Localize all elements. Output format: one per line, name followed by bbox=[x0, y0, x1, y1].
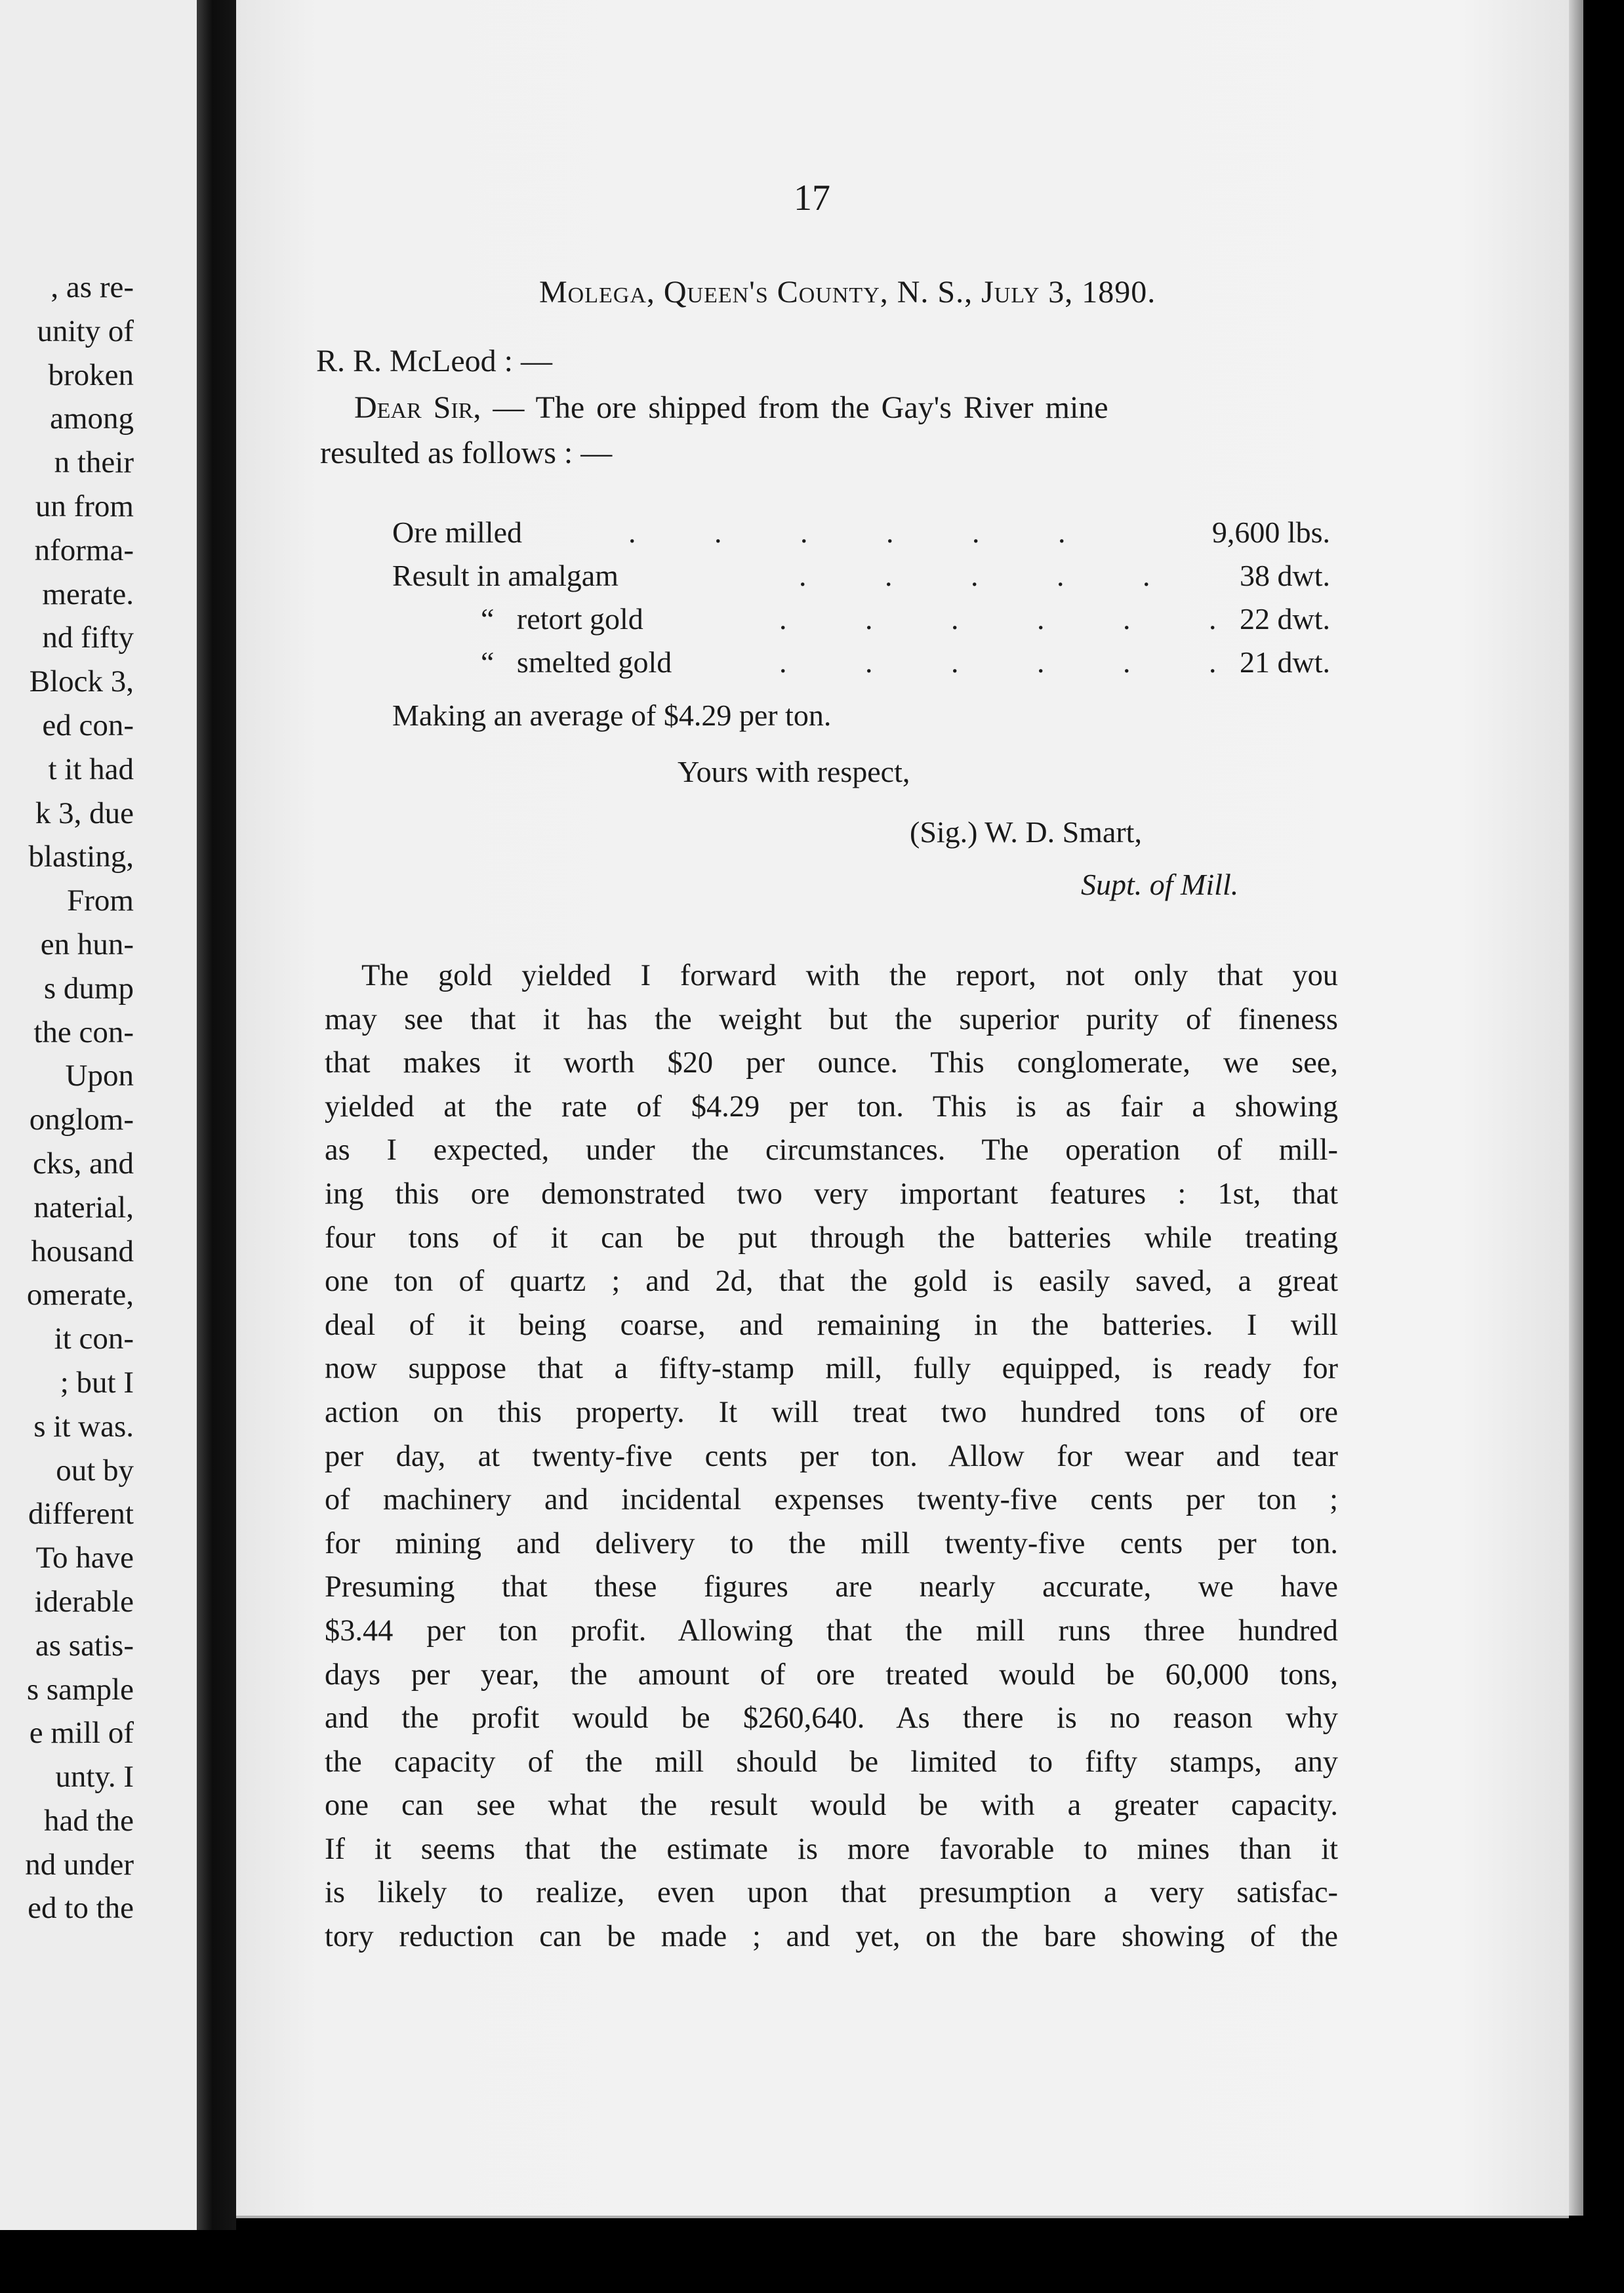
body-line: tory reduction can be made ; and yet, on the bare showing of the bbox=[325, 1920, 1338, 1954]
body-line: for mining and delivery to the mill twenty-five cents per ton. bbox=[325, 1526, 1338, 1560]
body-paragraph bbox=[325, 954, 1338, 1959]
signer-title: Supt. of Mill. bbox=[1081, 868, 1239, 901]
letter-closing: Yours with respect, bbox=[678, 755, 910, 788]
left-page-line: nd under bbox=[25, 1847, 134, 1882]
left-page-line: unity of bbox=[37, 314, 134, 348]
left-page-line: ed con- bbox=[42, 708, 134, 742]
body-line: may see that it has the weight but the superior purity of fineness bbox=[325, 1002, 1338, 1036]
left-page-line: n their bbox=[54, 445, 134, 480]
body-line: the capacity of the mill should be limited to fifty stamps, any bbox=[325, 1745, 1338, 1779]
leader-dots: . . . . . . bbox=[779, 602, 1252, 636]
body-line: Presuming that these figures are nearly accurate, we have bbox=[325, 1570, 1338, 1604]
left-page-line: nforma- bbox=[34, 533, 134, 567]
body-line: four tons of it can be put through the batteries while treating bbox=[325, 1221, 1338, 1255]
result-label: Ore milled bbox=[392, 516, 522, 549]
body-line: one ton of quartz ; and 2d, that the gold is easily saved, a great bbox=[325, 1265, 1338, 1299]
body-line: yielded at the rate of $4.29 per ton. This is as fair a showing bbox=[325, 1089, 1338, 1124]
result-value: 22 dwt. bbox=[1240, 602, 1330, 636]
left-page-line: e mill of bbox=[29, 1716, 134, 1751]
average-line: Making an average of $4.29 per ton. bbox=[392, 699, 832, 732]
left-page-line: , as re- bbox=[51, 270, 134, 304]
letter-signature: (Sig.) W. D. Smart, bbox=[910, 815, 1142, 849]
left-page-line: housand bbox=[31, 1234, 134, 1268]
left-page-line: omerate, bbox=[26, 1278, 134, 1312]
left-page-line: different bbox=[28, 1497, 134, 1532]
body-line: The gold yielded I forward with the report, not only that you bbox=[361, 959, 1338, 992]
left-page-line: Block 3, bbox=[29, 664, 134, 699]
body-line: one can see what the result would be with a greater capacity. bbox=[325, 1789, 1338, 1823]
left-page-line: broken bbox=[48, 357, 134, 392]
left-page-text bbox=[0, 266, 134, 1930]
result-value: 38 dwt. bbox=[1240, 559, 1330, 592]
result-row bbox=[392, 601, 1330, 645]
result-value: 21 dwt. bbox=[1240, 645, 1330, 679]
left-page-line: out by bbox=[56, 1453, 134, 1488]
book-spine bbox=[197, 0, 236, 2230]
page-edge bbox=[1569, 0, 1583, 2216]
left-page-line: k 3, due bbox=[35, 796, 134, 830]
body-line: per day, at twenty-five cents per ton. Allow for wear and tear bbox=[325, 1439, 1338, 1473]
result-row bbox=[392, 645, 1330, 688]
body-line: as I expected, under the circumstances. The operation of mill- bbox=[325, 1133, 1338, 1167]
left-page-line: nd fifty bbox=[42, 620, 134, 655]
left-page-line: blasting, bbox=[28, 840, 134, 874]
letter-greeting: Dear Sir, bbox=[354, 390, 481, 425]
left-page-line: s dump bbox=[43, 971, 134, 1005]
left-page-line: To have bbox=[35, 1541, 134, 1575]
body-line: of machinery and incidental expenses twenty-five cents per ton ; bbox=[325, 1483, 1338, 1517]
left-page-line: ; but I bbox=[60, 1365, 134, 1400]
body-line: deal of it being coarse, and remaining in the batteries. I will bbox=[325, 1308, 1338, 1342]
left-page-line: t it had bbox=[48, 752, 134, 786]
body-line: action on this property. It will treat two hundred tons of ore bbox=[325, 1395, 1338, 1429]
body-line: days per year, the amount of ore treated would be 60,000 tons, bbox=[325, 1657, 1338, 1692]
left-page-line: s it was. bbox=[33, 1409, 134, 1444]
left-page-line: the con- bbox=[33, 1015, 134, 1049]
result-label: “ retort gold bbox=[481, 602, 643, 636]
result-row bbox=[392, 558, 1330, 601]
body-line: and the profit would be $260,640. As there is no reason why bbox=[325, 1701, 1338, 1735]
letter-opening-continued: resulted as follows : — bbox=[320, 436, 613, 470]
left-page-line: un from bbox=[35, 489, 134, 523]
left-page-line: iderable bbox=[34, 1584, 134, 1619]
left-page-line: it con- bbox=[54, 1322, 134, 1356]
left-page-line: among bbox=[50, 401, 134, 436]
leader-dots: . . . . . . bbox=[628, 516, 1101, 549]
left-page-line: ed to the bbox=[28, 1891, 134, 1926]
leader-dots: . . . . . . bbox=[779, 645, 1252, 679]
result-label: Result in amalgam bbox=[392, 559, 619, 592]
left-page-line: s sample bbox=[26, 1672, 134, 1707]
letter-opening: Dear Sir, — The ore shipped from the Gay's River mine bbox=[354, 390, 1108, 425]
letter-salutation: R. R. McLeod : — bbox=[316, 344, 552, 378]
body-line: ing this ore demonstrated two very important features : 1st, that bbox=[325, 1177, 1338, 1211]
body-line: that makes it worth $20 per ounce. This conglomerate, we see, bbox=[325, 1046, 1338, 1080]
body-line: is likely to realize, even upon that presumption a very satisfac- bbox=[325, 1876, 1338, 1910]
left-page-line: Upon bbox=[65, 1059, 134, 1093]
left-page-line: From bbox=[67, 883, 134, 918]
page-number: 17 bbox=[794, 178, 830, 218]
left-page bbox=[0, 0, 197, 2230]
result-value: 9,600 lbs. bbox=[1211, 516, 1330, 549]
left-page-line: had the bbox=[43, 1803, 134, 1838]
leader-dots: . . . . . bbox=[799, 559, 1186, 592]
left-page-line: naterial, bbox=[33, 1190, 134, 1225]
result-label: “ smelted gold bbox=[481, 645, 672, 679]
left-page-line: merate. bbox=[42, 577, 134, 611]
left-page-line: onglom- bbox=[29, 1103, 134, 1137]
letter-dateline: Molega, Queen's County, N. S., July 3, 1890. bbox=[539, 275, 1156, 310]
body-line: If it seems that the estimate is more favorable to mines than it bbox=[325, 1832, 1338, 1866]
left-page-line: as satis- bbox=[35, 1628, 134, 1663]
body-line: now suppose that a fifty-stamp mill, fully equipped, is ready for bbox=[325, 1352, 1338, 1386]
left-page-line: cks, and bbox=[32, 1146, 134, 1181]
left-page-line: unty. I bbox=[55, 1760, 134, 1795]
left-page-line: en hun- bbox=[40, 927, 134, 962]
body-line: $3.44 per ton profit. Allowing that the mill runs three hundred bbox=[325, 1613, 1338, 1648]
result-row bbox=[392, 515, 1330, 558]
